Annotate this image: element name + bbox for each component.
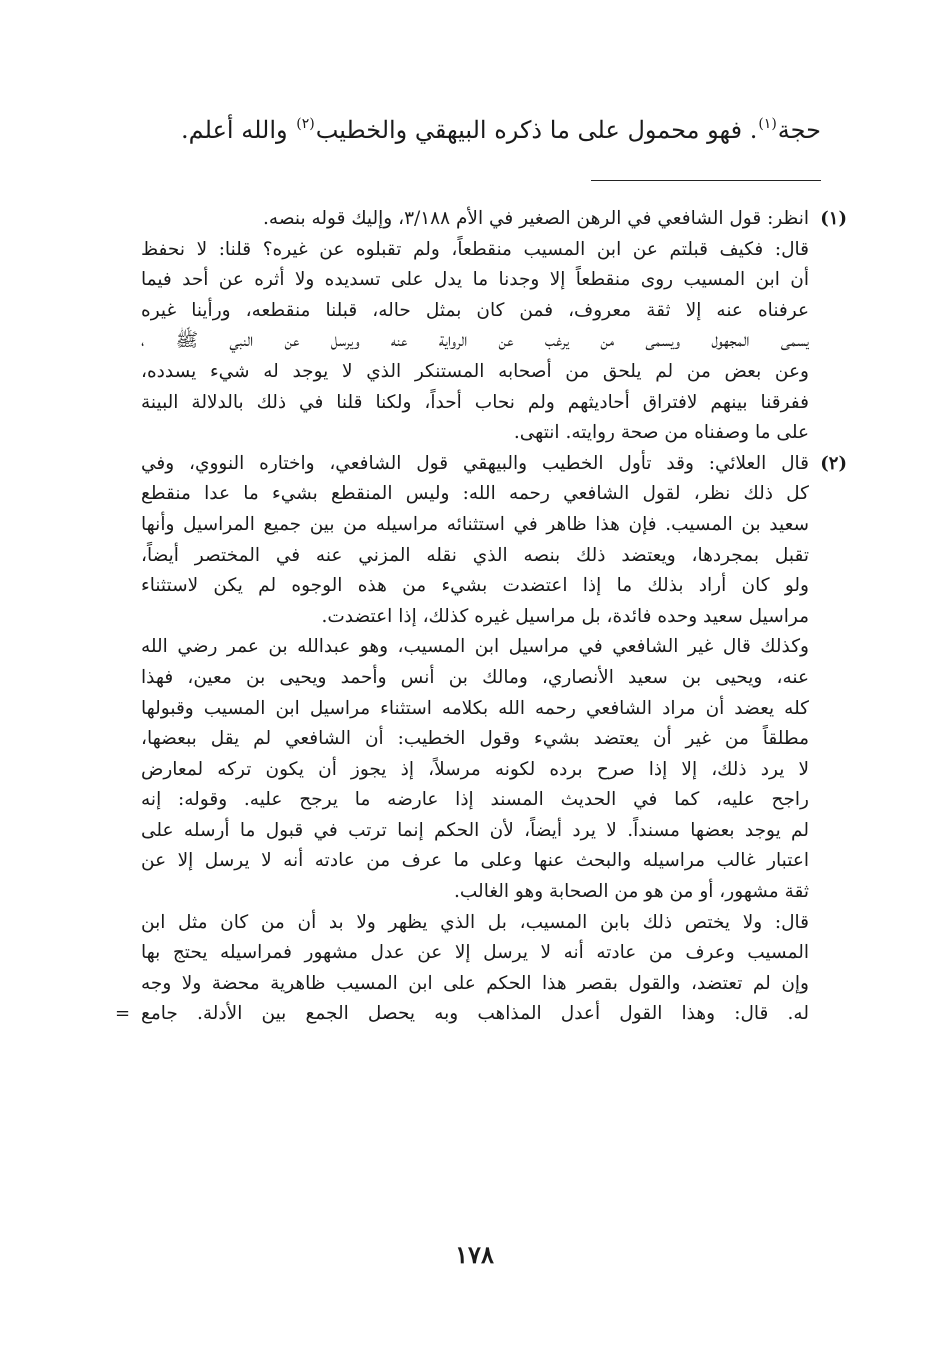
footnote-1-line: قال: فكيف قبلتم عن ابن المسيب منقطعاً، ولم تقبلوه عن غيره؟ قلنا: لا نحفظ xyxy=(141,238,809,260)
footnote-2-line: سعيد بن المسيب. فإن هذا ظاهر في استثنائه مراسيله من بين جميع المراسيل وأنها xyxy=(141,513,809,535)
footnote-2-line: ولو كان أراد بذلك ما إذا اعتضدت بشيء من هذه الوجوه لم يكن لاستثناء xyxy=(141,575,809,597)
footnote-2-para3-line: وإن لم تعتضد، والقول بقصر هذا الحكم على ابن المسيب ظاهرية محضة ولا وجه xyxy=(141,972,809,994)
main-text-before: حجة xyxy=(777,116,821,144)
footnote-ref-1[interactable]: (١) xyxy=(758,116,777,132)
footnote-2-para3-line: له. قال: وهذا القول أعدل المذاهب وبه يحصل الجمع بين الأدلة. جامع xyxy=(141,1003,809,1025)
footnote-2-para3-line: قال: ولا يختص ذلك بابن المسيب، بل الذي يظهر ولا بد أن من كان مثل ابن xyxy=(141,911,809,933)
footnote-2-line: تقبل بمجردها، ويعتضد ذلك بنصه الذي نقله المزني عنه في المختصر أيضاً، xyxy=(141,544,809,566)
footnote-2-para2-line: لا يرد ذلك، إلا إذا صرح برده لكونه مرسلاً، إذ يجوز أن يكون تركه لمعارض xyxy=(141,758,809,780)
footnote-1 xyxy=(141,204,847,449)
footnote-2-line: مراسيل سعيد وحده فائدة، بل مراسيل غيره كذلك، إذا اعتضدت. xyxy=(321,605,809,627)
continuation-mark: = xyxy=(115,1003,131,1025)
footnote-separator xyxy=(591,180,821,181)
footnote-1-line: وعن بعض من لم يلحق من أصحابه المستنكر الذي لا يوجد له شيء يسدده، xyxy=(141,360,809,382)
footnote-1-line: انظر: قول الشافعي في الرهن الصغير في الأم ٣/١٨٨، وإليك قوله بنصه. xyxy=(263,208,809,229)
footnote-2-para2-line: عنه، ويحيى بن سعيد الأنصاري، ومالك بن أنس وأحمد ويحيى بن معين، فهذا xyxy=(141,666,809,688)
footnote-2-para2-line: مطلقاً من غير أن يعتضد بشيء وقول الخطيب: أن الشافعي لم يقل ببعضها، xyxy=(141,728,809,750)
main-text-middle: . فهو محمول على ما ذكره البيهقي والخطيب xyxy=(315,116,758,144)
footnotes xyxy=(115,204,847,1030)
footnote-2-line: كل ذلك نظر، لقول الشافعي رحمه الله: وليس المنقطع بشيء ما عدا منقطع xyxy=(141,483,809,505)
footnote-1-line: على ما وصفناه من صحة روايته. انتهى. xyxy=(513,422,809,444)
footnote-1-line: ففرقنا بينهم لافتراق أحاديثهم ولم نحاب أحداً، ولكنا قلنا في ذلك بالدلالة البينة xyxy=(141,391,809,413)
footnote-2-para2-line: اعتبار غالب مراسيله والبحث عنها وعلى ما عرف من عادته أنه لا يرسل إلا عن xyxy=(141,850,809,872)
footnote-2-para2-line: وكذلك قال غير الشافعي في مراسيل ابن المسيب، وهو عبدالله بن عمر رضي الله xyxy=(141,636,809,658)
footnote-2-para2-line: ثقة مشهور، أو من هو من الصحابة وهو الغالب. xyxy=(454,881,809,903)
footnote-1-number: (١) xyxy=(820,208,847,229)
footnote-1-line: يسمى المجهول ويسمى من يرغب عن الرواية عنه ويرسل عن النبي ﷺ ، xyxy=(141,330,809,352)
footnote-2-number: (٢) xyxy=(820,452,847,474)
footnote-2-para2-line: كله يعضد أن مراد الشافعي رحمه الله بكلامه استثناء مراسيل ابن المسيب وقبولها xyxy=(141,697,809,719)
footnote-2-para2-line: لم يوجد بعضها مسنداً. لا يرد أيضاً، لأن الحكم إنما ترتب في قبول ما أرسله على xyxy=(141,819,809,841)
footnote-1-line: عرفناه عنه إلا ثقة معروف، فمن كان بمثل حاله، قبلنا منقطعه، ورأينا غيره xyxy=(141,299,809,321)
footnote-2 xyxy=(115,449,847,1030)
footnote-2-para3-line: المسيب وعرف من عادته أنه لا يرسل إلا عن عدل مشهور فمراسيله يحتج بها xyxy=(141,942,809,964)
footnote-ref-2[interactable]: (٢) xyxy=(296,116,315,132)
footnote-1-line: أن ابن المسيب روى منقطعاً إلا وجدنا ما يدل على تسديده ولا أثره عن أحد فيما xyxy=(141,269,809,291)
page-number: ١٧٨ xyxy=(455,1240,494,1269)
footnote-2-line: قال العلائي: وقد تأول الخطيب والبيهقي قول الشافعي، واختاره النووي، وفي xyxy=(141,452,809,474)
main-text-line xyxy=(121,104,821,150)
footnote-2-para2-line: راجح عليه، كما في الحديث المسند إذا عارضه ما يرجح عليه. وقوله: إنه xyxy=(141,789,809,811)
main-text-after: والله أعلم. xyxy=(181,116,296,144)
